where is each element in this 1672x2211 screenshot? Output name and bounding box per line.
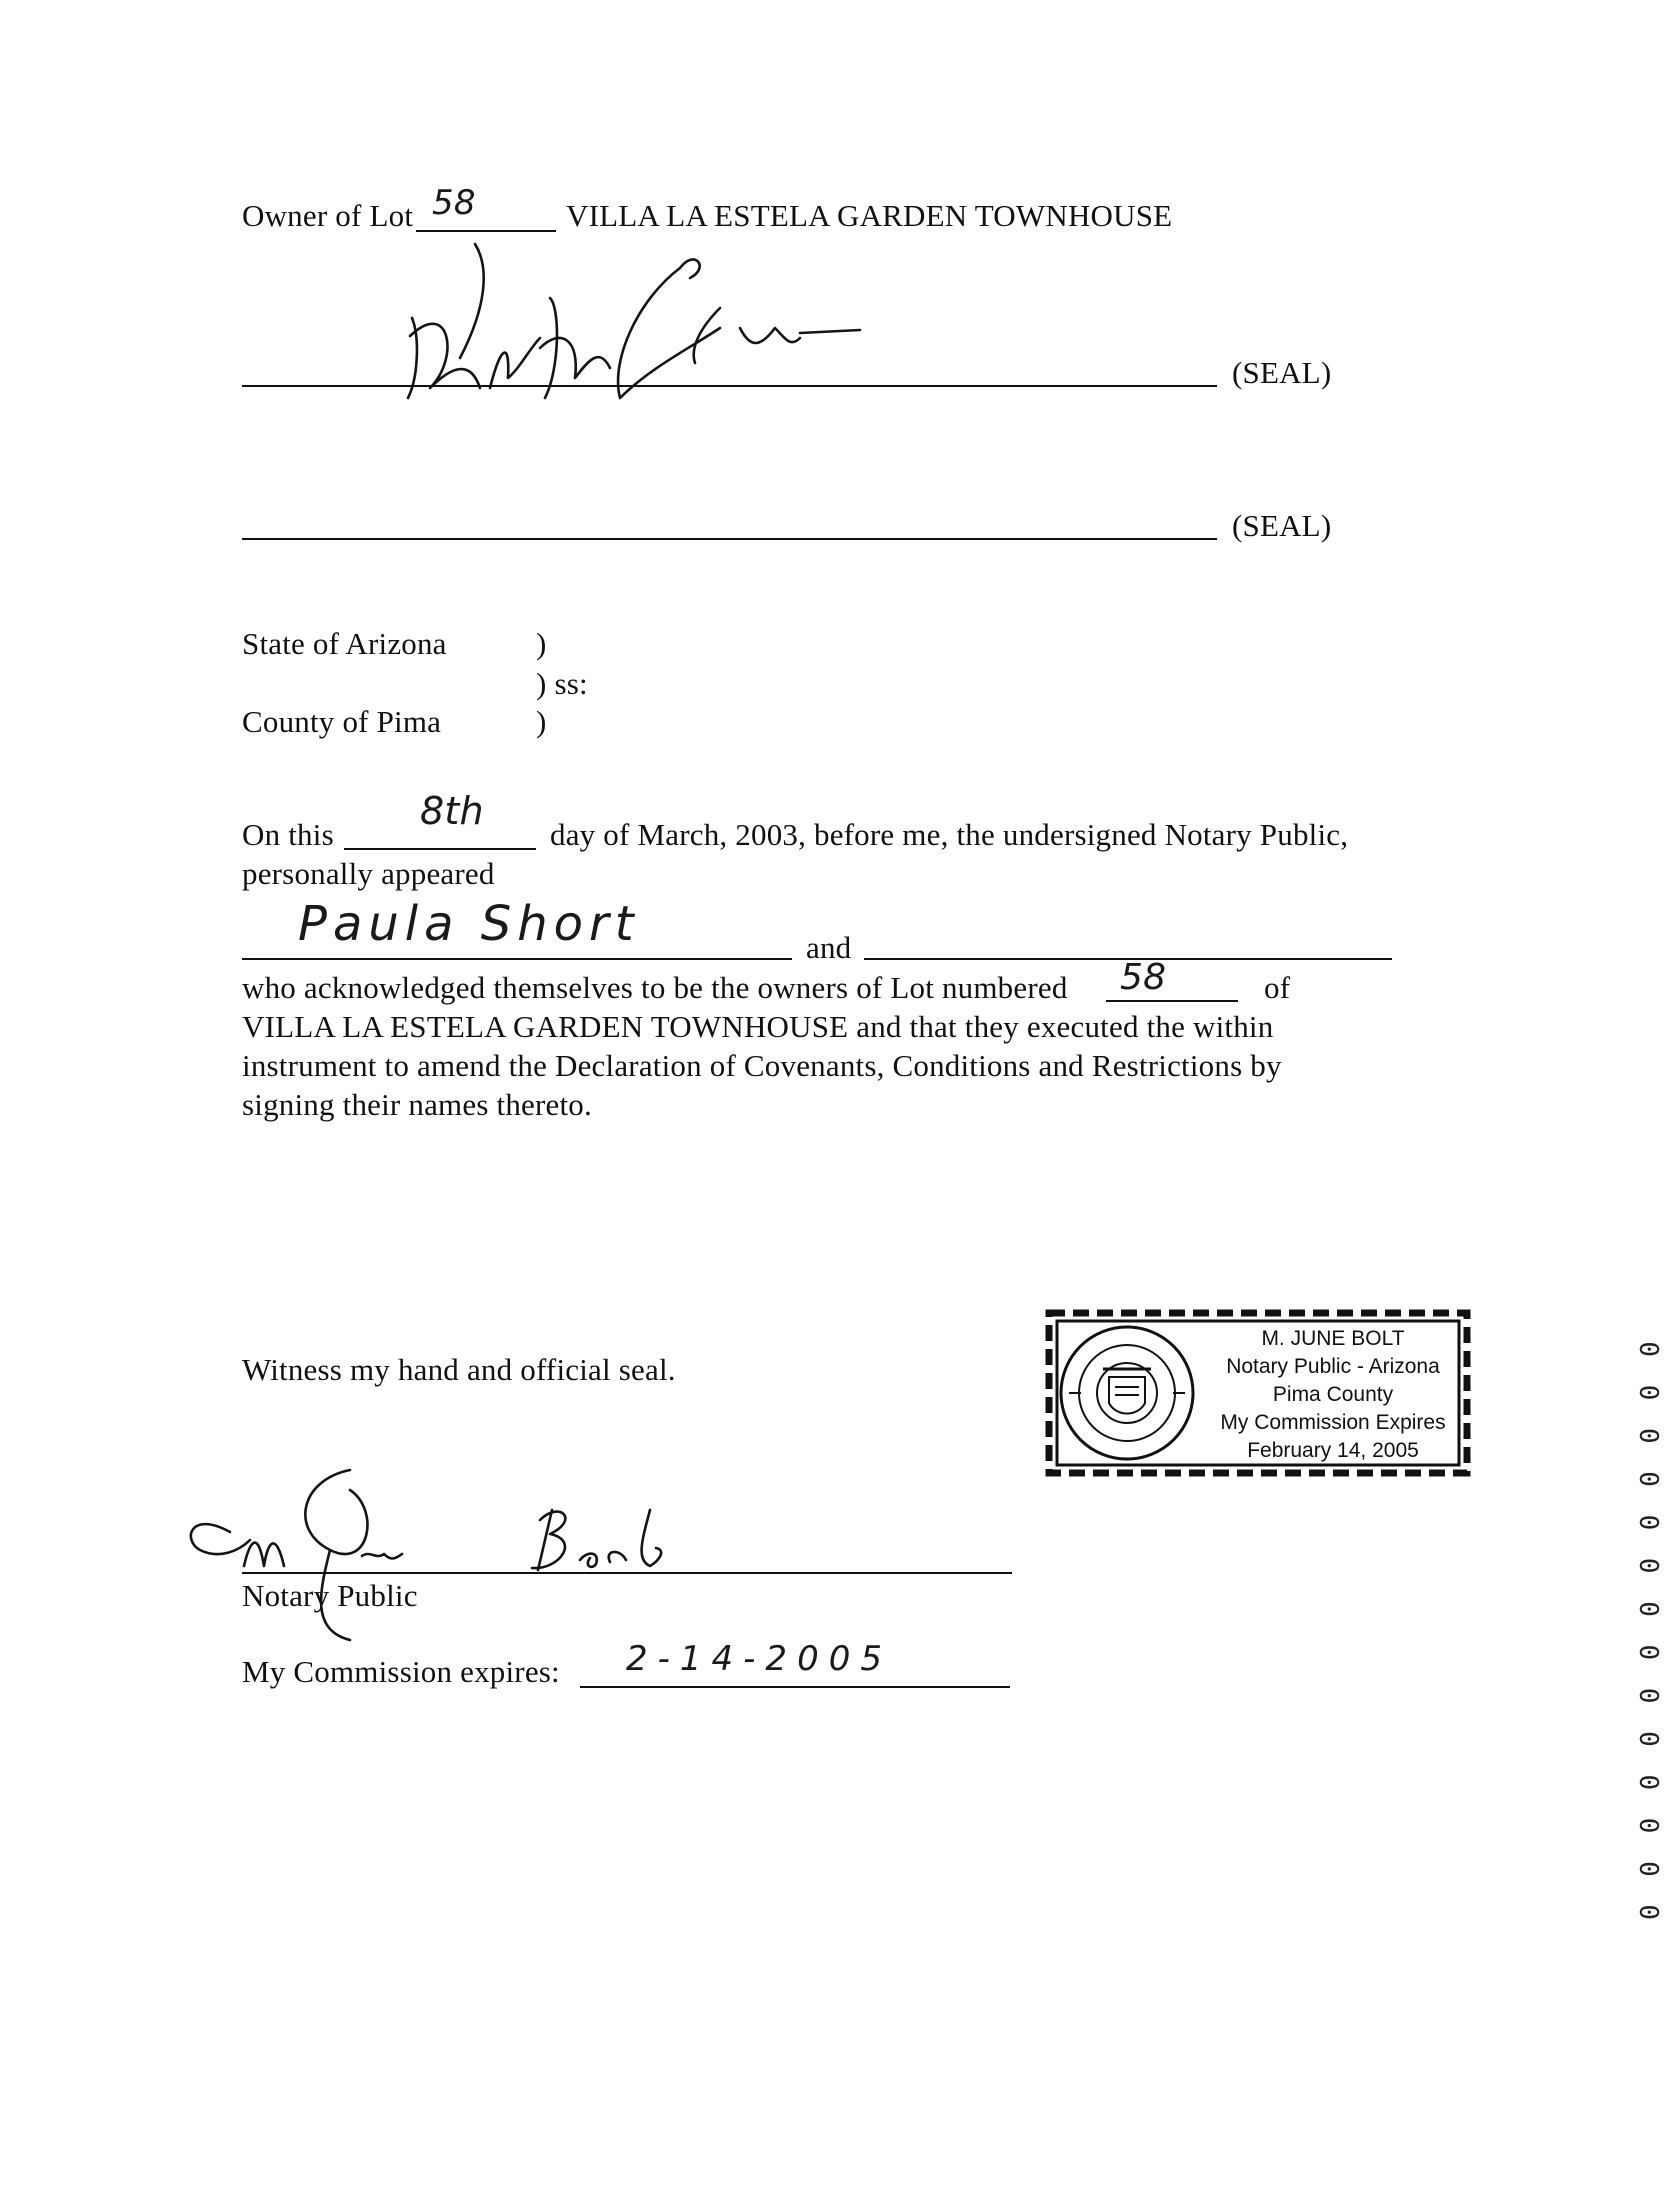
stamp-expiry-date: February 14, 2005 (1247, 1439, 1419, 1462)
seal-label-2: (SEAL) (1232, 508, 1332, 543)
day-handwritten: 8th (420, 789, 484, 833)
venue-state: State of Arizona (242, 626, 447, 661)
margin-code-text: 0 0 0 0 0 0 0 0 0 0 0 0 0 0 (1636, 1335, 1666, 1920)
ack-line-3: instrument to amend the Declaration of Covenants, Conditions and Restrictions by (242, 1048, 1282, 1083)
witness-text: Witness my hand and official seal. (242, 1352, 676, 1387)
personally-appeared-text: personally appeared (242, 856, 495, 891)
commission-expires-handwritten: 2-14-2005 (626, 1639, 892, 1679)
notary-stamp (1043, 1307, 1473, 1479)
ack-lot-rule (1106, 1000, 1238, 1002)
ack-line-1: who acknowledged themselves to be the owners of Lot numbered (242, 970, 1068, 1005)
notary-signature (180, 1470, 740, 1640)
notary-signature-rule (242, 1572, 1012, 1574)
stamp-notary-title: Notary Public - Arizona (1226, 1355, 1440, 1378)
seal-label-1: (SEAL) (1232, 355, 1332, 390)
owner-signature-rule-1 (242, 385, 1217, 387)
venue-paren-1: ) (536, 626, 547, 661)
day-rule (344, 848, 536, 850)
owner-signature-rule-2 (242, 538, 1217, 540)
appeared-name-rule (242, 958, 792, 960)
owner-signature (390, 238, 910, 408)
commission-expires-label: My Commission expires: (242, 1654, 560, 1689)
day-of-month-text: day of March, 2003, before me, the undersigned Notary Public, (550, 817, 1349, 852)
state-seal-icon (1061, 1327, 1193, 1459)
ack-line-4: signing their names thereto. (242, 1087, 592, 1122)
commission-expires-rule (580, 1686, 1010, 1688)
venue-county: County of Pima (242, 704, 442, 739)
stamp-commission: My Commission Expires (1220, 1411, 1446, 1434)
ack-line-2: VILLA LA ESTELA GARDEN TOWNHOUSE and that they executed the within (242, 1009, 1274, 1044)
margin-document-code (1612, 1335, 1666, 1920)
notary-public-label: Notary Public (242, 1578, 418, 1613)
venue-paren-ss: ) ss: (536, 666, 588, 701)
owner-of-lot-label: Owner of Lot (242, 198, 414, 233)
subdivision-name: VILLA LA ESTELA GARDEN TOWNHOUSE (566, 198, 1173, 233)
owner-lot-number-rule (416, 230, 556, 232)
stamp-notary-name: M. JUNE BOLT (1261, 1327, 1405, 1350)
notary-stamp-text (1193, 1325, 1473, 1465)
and-label: and (806, 930, 852, 965)
owner-lot-number-handwritten: 58 (432, 183, 476, 223)
appeared-name-handwritten: Paula Short (298, 896, 640, 952)
stamp-county: Pima County (1272, 1383, 1394, 1406)
on-this-label: On this (242, 817, 334, 852)
ack-of: of (1264, 970, 1291, 1005)
venue-paren-3: ) (536, 704, 547, 739)
ack-lot-handwritten: 58 (1120, 957, 1167, 998)
